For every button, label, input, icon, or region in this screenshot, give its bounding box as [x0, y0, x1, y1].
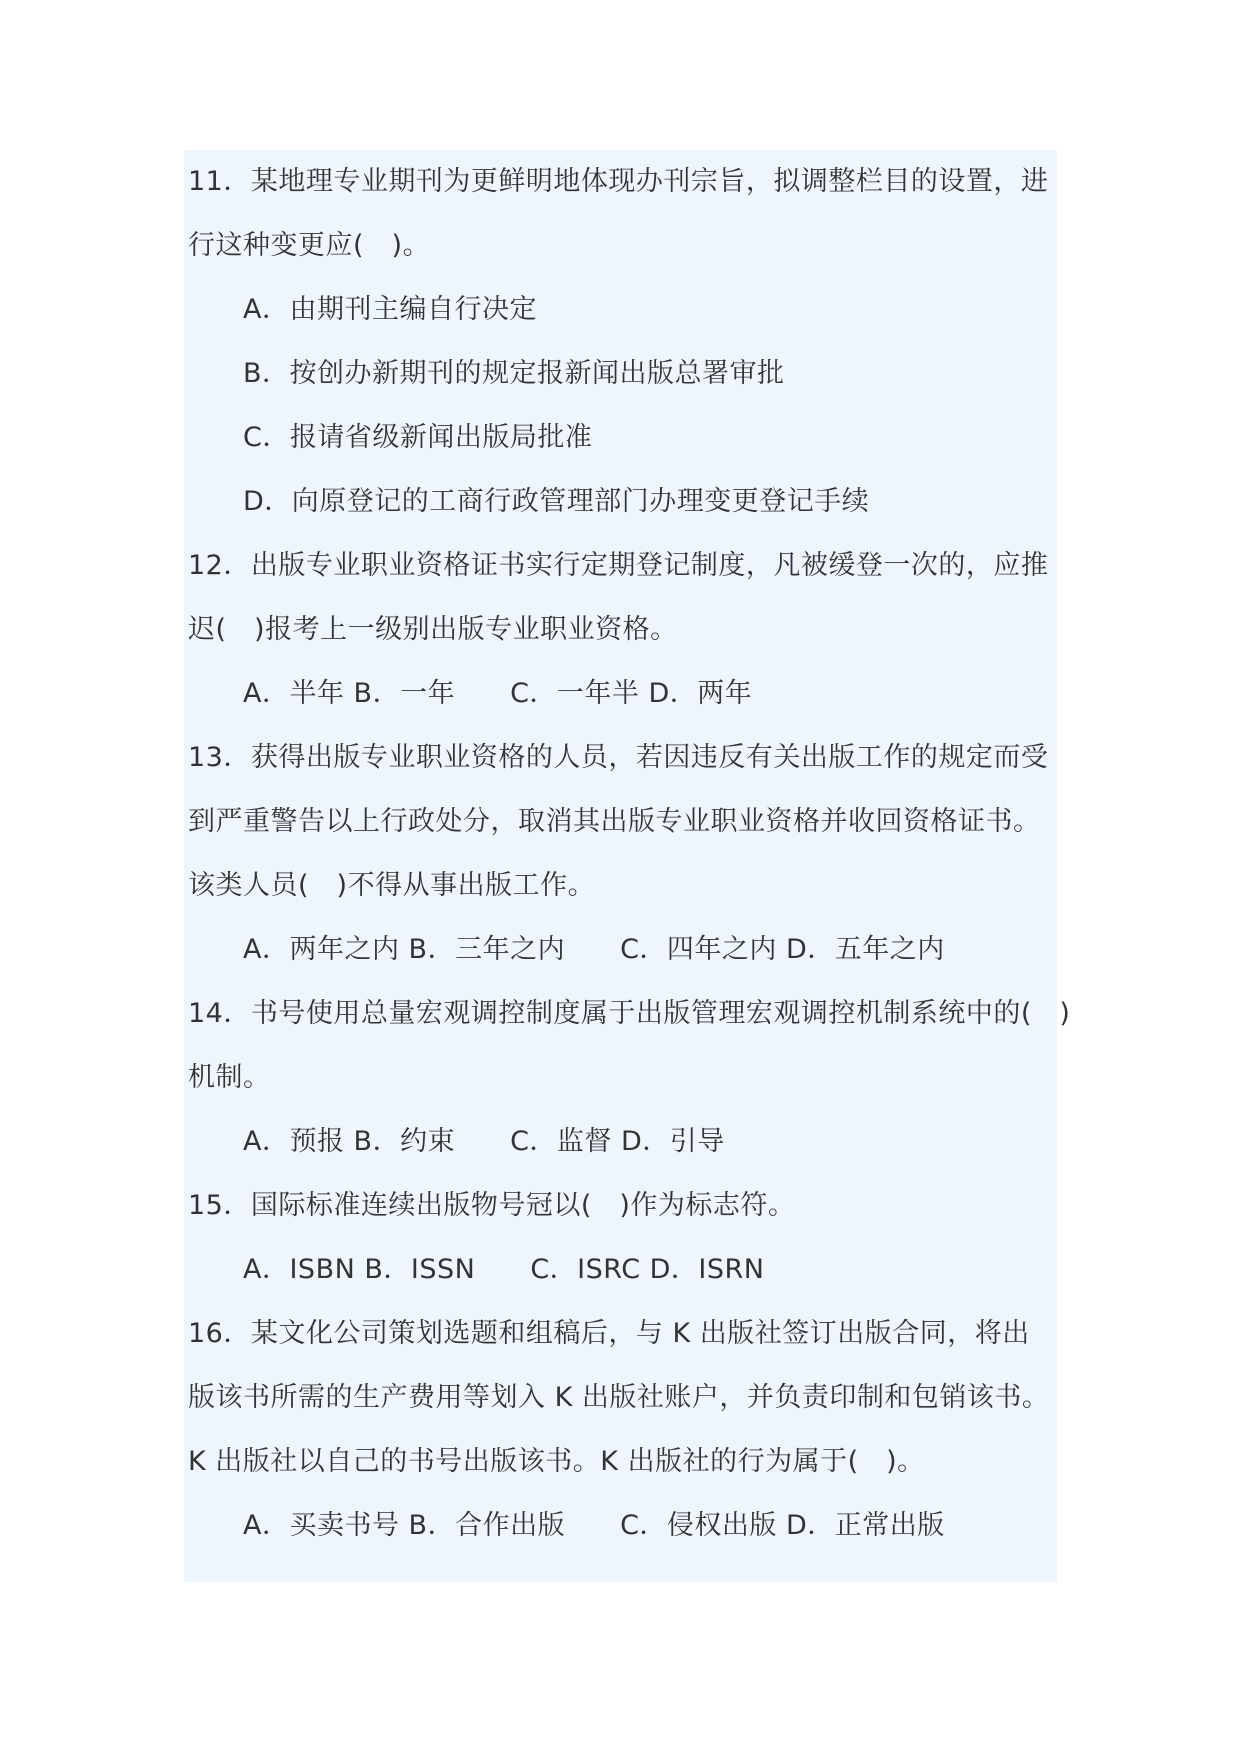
question-13-line-2: 到严重警告以上行政处分，取消其出版专业职业资格并收回资格证书。 [188, 806, 1041, 837]
question-12-options: A．半年 B．一年 C．一年半 D．两年 [243, 678, 753, 709]
question-16-line-2: 版该书所需的生产费用等划入 K 出版社账户，并负责印制和包销该书。 [188, 1382, 1050, 1413]
question-16-line-3: K 出版社以自己的书号出版该书。K 出版社的行为属于( )。 [188, 1446, 925, 1477]
question-11-option-b: B．按创办新期刊的规定报新闻出版总署审批 [243, 358, 785, 389]
question-13-line-3: 该类人员( )不得从事出版工作。 [188, 870, 596, 901]
question-14-line-2: 机制。 [188, 1062, 271, 1093]
question-11-option-c: C．报请省级新闻出版局批准 [243, 422, 593, 453]
question-11-line-1: 11．某地理专业期刊为更鲜明地体现办刊宗旨，拟调整栏目的设置，进 [188, 166, 1049, 197]
question-16-line-1: 16．某文化公司策划选题和组稿后，与 K 出版社签订出版合同，将出 [188, 1318, 1030, 1349]
question-12-line-2: 迟( )报考上一级别出版专业职业资格。 [188, 614, 678, 645]
question-12-line-1: 12．出版专业职业资格证书实行定期登记制度，凡被缓登一次的，应推 [188, 550, 1049, 581]
question-13-options: A．两年之内 B．三年之内 C．四年之内 D．五年之内 [243, 934, 945, 965]
question-11-option-d: D．向原登记的工商行政管理部门办理变更登记手续 [243, 486, 870, 517]
question-16-options: A．买卖书号 B．合作出版 C．侵权出版 D．正常出版 [243, 1510, 945, 1541]
question-11-option-a: A．由期刊主编自行决定 [243, 294, 537, 325]
question-14-line-1: 14．书号使用总量宏观调控制度属于出版管理宏观调控机制系统中的( ) [188, 998, 1071, 1029]
question-15-line-1: 15．国际标准连续出版物号冠以( )作为标志符。 [188, 1190, 796, 1221]
question-11-line-2: 行这种变更应( )。 [188, 230, 431, 261]
question-15-options: A．ISBN B．ISSN C．ISRC D．ISRN [243, 1254, 765, 1285]
question-14-options: A．预报 B．约束 C．监督 D．引导 [243, 1126, 725, 1157]
exam-content [184, 150, 1071, 1582]
question-13-line-1: 13．获得出版专业职业资格的人员，若因违反有关出版工作的规定而受 [188, 742, 1049, 773]
